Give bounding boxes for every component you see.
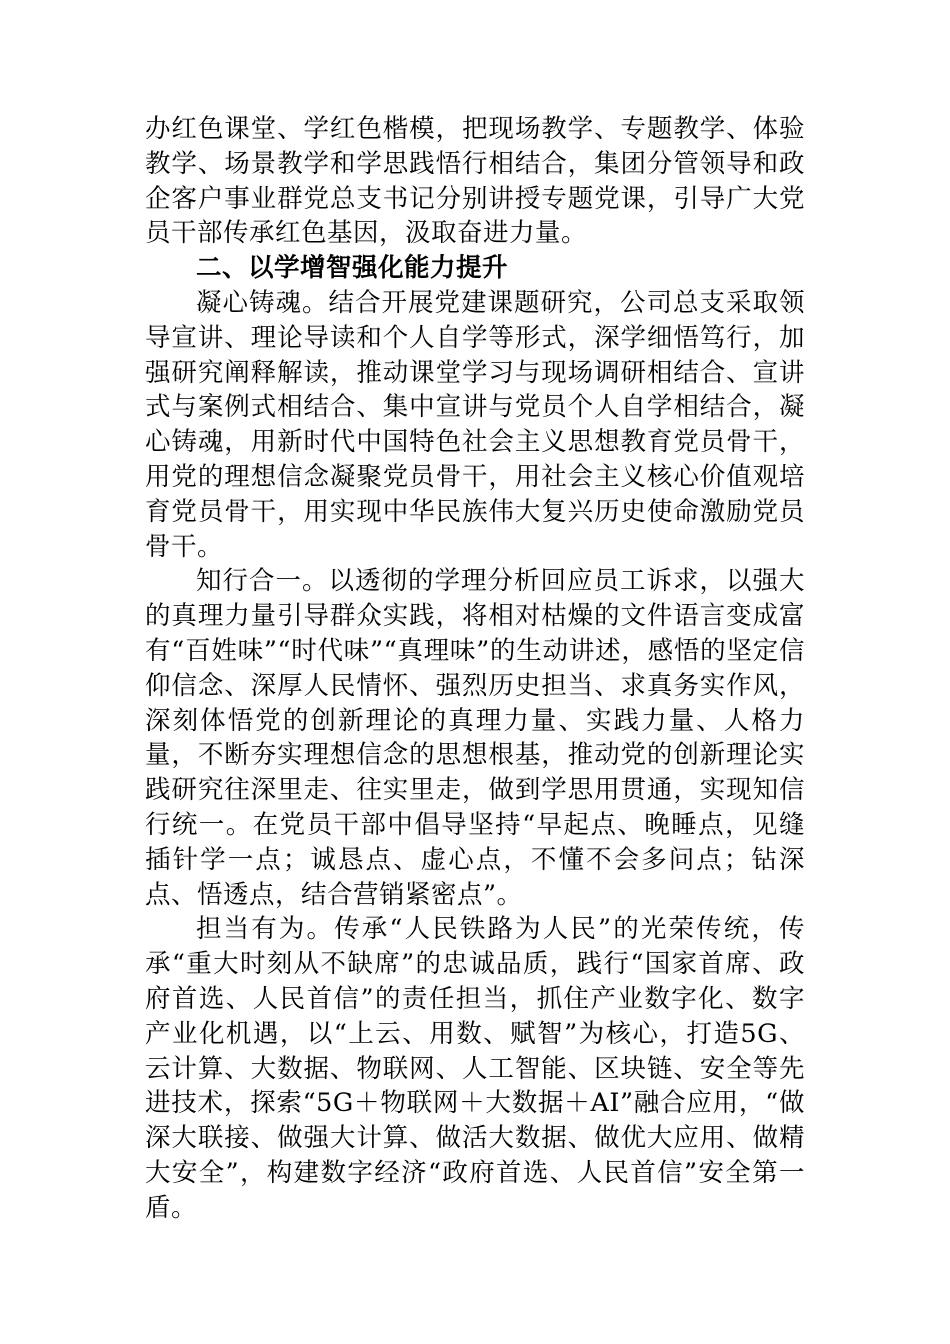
section-heading: 二、以学增智强化能力提升 (196, 253, 509, 284)
paragraph-red-classroom: 办红色课堂、学红色楷模，把现场教学、专题教学、体验教学、场景教学和学思践悟行相结合，集团分管领导和政企客户事业群党总支书记分别讲授专题党课，引导广大党员干部传承红色基因，汲取奋进力量。 (145, 114, 805, 249)
paragraph-zhixing-heyi: 知行合一。以透彻的学理分析回应员工诉求，以强大的真理力量引导群众实践，将相对枯燥的文件语言变成富有“百姓味”“时代味”“真理味”的生动讲述，感悟的坚定信仰信念、深厚人民情怀、强烈历史担当、求真务实作风，深刻体悟党的创新理论的真理力量、实践力量、人格力量，不断夯实理想信念的思想根基，推动党的创新理论实践研究往深里走、往实里走，做到学思用贯通，实现知信行统一。在党员干部中倡导坚持“早起点、晚睡点，见缝插针学一点；诚恳点、虚心点，不懂不会多问点；钻深点、悟透点，结合营销紧密点”。 (145, 566, 805, 910)
paragraph-dandang-youwei: 担当有为。传承“人民铁路为人民”的光荣传统，传承“重大时刻从不缺席”的忠诚品质，践行“国家首席、政府首选、人民首信”的责任担当，抓住产业数字化、数字产业化机遇，以“上云、用数、赋智”为核心，打造5G、云计算、大数据、物联网、人工智能、区块链、安全等先进技术，探索“5G＋物联网＋大数据＋AI”融合应用，“做深大联接、做强大计算、做活大数据、做优大应用、做精大安全”，构建数字经济“政府首选、人民首信”安全第一盾。 (145, 914, 805, 1223)
paragraph-ningxin-zhuhun: 凝心铸魂。结合开展党建课题研究，公司总支采取领导宣讲、理论导读和个人自学等形式，深学细悟笃行，加强研究阐释解读，推动课堂学习与现场调研相结合、宣讲式与案例式相结合、集中宣讲与党员个人自学相结合，凝心铸魂，用新时代中国特色社会主义思想教育党员骨干，用党的理想信念凝聚党员骨干，用社会主义核心价值观培育党员骨干，用实现中华民族伟大复兴历史使命激励党员骨干。 (145, 287, 805, 562)
document-page (145, 112, 805, 1226)
